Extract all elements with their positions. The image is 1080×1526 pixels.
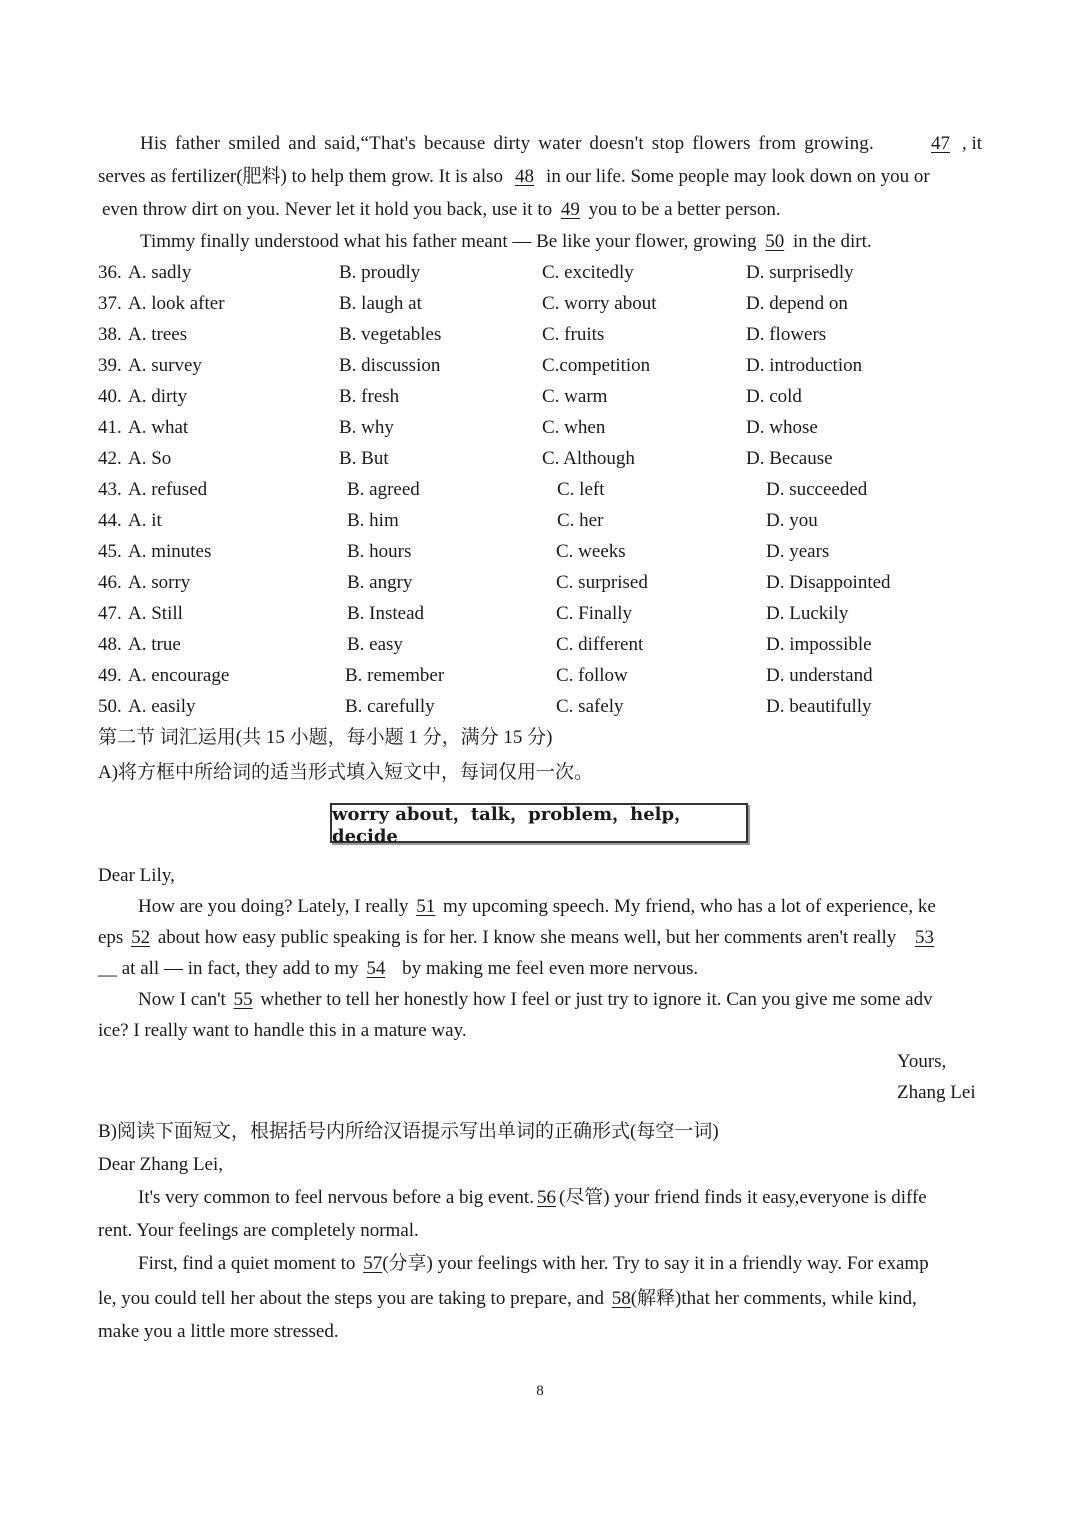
option-d: D. impossible [766, 634, 872, 655]
letter-text: __ [98, 958, 117, 979]
question-number: 44. [98, 510, 122, 531]
letter-text: Now I can't [138, 989, 226, 1010]
option-a: A. dirty [128, 386, 188, 407]
option-a: A. easily [128, 696, 196, 717]
reply-text: It's very common to feel nervous before a big event. [138, 1187, 534, 1208]
option-b: B. vegetables [339, 324, 442, 345]
blank-51: 51 [416, 896, 436, 917]
blank-52: 52 [131, 927, 151, 948]
option-a: A. So [128, 448, 172, 469]
question-number: 36. [98, 262, 122, 283]
option-c: C. surprised [556, 572, 648, 593]
question-number: 38. [98, 324, 122, 345]
option-row [0, 664, 1080, 688]
option-b: B. why [339, 417, 394, 438]
option-b: B. agreed [347, 479, 420, 500]
option-d: D. understand [766, 665, 873, 686]
letter-greeting: Dear Lily, [98, 865, 175, 886]
reply-line-3 [138, 1252, 929, 1276]
passage-text: in our life. Some people may look down on you or [546, 166, 930, 187]
option-b: B. fresh [339, 386, 400, 407]
question-number: 42. [98, 448, 122, 469]
page-number: 8 [536, 1383, 544, 1399]
part-b-instruction: B)阅读下面短文，根据括号内所给汉语提示写出单词的正确形式(每空一词) [98, 1121, 719, 1142]
option-b: B. hours [347, 541, 412, 562]
question-number: 46. [98, 572, 122, 593]
option-b: B. proudly [339, 262, 421, 283]
part-a-instruction: A)将方框中所给词的适当形式填入短文中，每词仅用一次。 [98, 762, 594, 783]
letter-text: eps [98, 927, 124, 948]
option-row [0, 447, 1080, 471]
passage-text: you to be a better person. [588, 199, 781, 220]
blank-47: 47 [930, 133, 950, 154]
letter-line-3 [98, 957, 698, 981]
blank-48: 48 [515, 166, 535, 187]
option-d: D. Luckily [766, 603, 849, 624]
reply-text: (分享) your feelings with her. Try to say it in a friendly way. For examp [382, 1253, 929, 1274]
option-row [0, 540, 1080, 564]
blank-55: 55 [233, 989, 253, 1010]
option-b: B. easy [347, 634, 403, 655]
option-row [0, 354, 1080, 378]
option-d: D. whose [746, 417, 818, 438]
reply-line-1 [138, 1186, 927, 1210]
option-a: A. encourage [128, 665, 230, 686]
reply-greeting: Dear Zhang Lei, [98, 1154, 224, 1175]
option-d: D. surprisedly [746, 262, 854, 283]
option-d: D. introduction [746, 355, 863, 376]
option-b: B. remember [345, 665, 445, 686]
option-row [0, 695, 1080, 719]
reply-line-5: make you a little more stressed. [98, 1321, 339, 1342]
letter-text: by making me feel even more nervous. [402, 958, 699, 979]
option-d: D. years [766, 541, 830, 562]
option-c: C. warm [542, 386, 608, 407]
option-b: B. laugh at [339, 293, 422, 314]
option-a: A. minutes [128, 541, 212, 562]
option-c: C. Finally [556, 603, 633, 624]
question-number: 47. [98, 603, 122, 624]
question-number: 40. [98, 386, 122, 407]
letter-text: about how easy public speaking is for her. I know she means well, but her comments aren't really [157, 927, 897, 948]
passage-line-1 [140, 132, 982, 156]
option-c: C. excitedly [542, 262, 634, 283]
question-number: 43. [98, 479, 122, 500]
letter-line-1 [138, 895, 936, 919]
passage-text: , it [961, 133, 982, 154]
option-b: B. discussion [339, 355, 441, 376]
letter-text: How are you doing? Lately, I really [138, 896, 409, 917]
option-c: C. weeks [556, 541, 626, 562]
option-b: B. But [339, 448, 389, 469]
option-a: A. refused [128, 479, 208, 500]
option-c: C. different [556, 634, 644, 655]
reply-text: First, find a quiet moment to [138, 1253, 356, 1274]
option-c: C. when [542, 417, 606, 438]
reply-line-4 [98, 1287, 917, 1311]
blank-50: 50 [765, 231, 785, 252]
option-b: B. angry [347, 572, 413, 593]
option-b: B. carefully [345, 696, 435, 717]
option-a: A. what [128, 417, 189, 438]
passage-text: even throw dirt on you. Never let it hold you back, use it to [102, 199, 553, 220]
reply-line-2: rent. Your feelings are completely normal. [98, 1220, 419, 1241]
blank-53: 53 [915, 927, 934, 948]
option-row [0, 602, 1080, 626]
word-box: worry about，talk，problem，help，decide [330, 803, 748, 843]
option-a: A. look after [128, 293, 225, 314]
option-a: A. trees [128, 324, 188, 345]
option-c: C.competition [542, 355, 651, 376]
option-d: D. Because [746, 448, 833, 469]
question-number: 41. [98, 417, 122, 438]
reply-text: (尽管) your friend finds it easy,everyone is diffe [558, 1187, 927, 1208]
blank-54: 54 [366, 958, 386, 979]
question-number: 39. [98, 355, 122, 376]
option-b: B. him [347, 510, 399, 531]
option-c: C. follow [556, 665, 628, 686]
blank-57: 57 [363, 1253, 383, 1274]
question-number: 49. [98, 665, 122, 686]
option-c: C. her [557, 510, 604, 531]
blank-49: 49 [560, 199, 580, 220]
option-row [0, 292, 1080, 316]
option-a: A. sorry [128, 572, 191, 593]
option-row [0, 633, 1080, 657]
passage-line-3 [102, 198, 781, 222]
option-row [0, 416, 1080, 440]
passage-text: Timmy finally understood what his father meant — Be like your flower, growing [140, 231, 757, 252]
letter-line-5: ice? I really want to handle this in a mature way. [98, 1020, 467, 1041]
reply-text: le, you could tell her about the steps you are taking to prepare, and [98, 1288, 604, 1309]
option-c: C. safely [556, 696, 624, 717]
option-d: D. depend on [746, 293, 848, 314]
option-row [0, 323, 1080, 347]
option-c: C. worry about [542, 293, 657, 314]
blank-58: 58 [611, 1288, 631, 1309]
letter-text: at all — in fact, they add to my [121, 958, 359, 979]
question-number: 48. [98, 634, 122, 655]
option-a: A. Still [128, 603, 183, 624]
section-heading: 第二节 词汇运用(共 15 小题，每小题 1 分，满分 15 分) [98, 727, 553, 748]
option-d: D. cold [746, 386, 802, 407]
passage-text: serves as fertilizer(肥料) to help them grow. It is also [98, 166, 504, 187]
option-a: A. true [128, 634, 181, 655]
question-number: 45. [98, 541, 122, 562]
option-a: A. sadly [128, 262, 192, 283]
option-d: D. flowers [746, 324, 827, 345]
option-row [0, 478, 1080, 502]
reply-text: (解释)that her comments, while kind, [630, 1288, 917, 1309]
option-c: C. Although [542, 448, 635, 469]
passage-line-2 [98, 165, 930, 189]
option-row [0, 385, 1080, 409]
blank-56: 56 [536, 1187, 556, 1208]
option-row [0, 571, 1080, 595]
letter-text: my upcoming speech. My friend, who has a lot of experience, ke [442, 896, 936, 917]
passage-text: in the dirt. [792, 231, 872, 252]
question-number: 37. [98, 293, 122, 314]
option-b: B. Instead [347, 603, 425, 624]
option-d: D. Disappointed [766, 572, 891, 593]
letter-line-4 [138, 988, 933, 1012]
option-row [0, 261, 1080, 285]
passage-text: His father smiled and said,“That's because dirty water doesn't stop flowers from growing. [140, 133, 874, 154]
option-row [0, 509, 1080, 533]
letter-closing: Yours, [897, 1051, 947, 1072]
option-c: C. fruits [542, 324, 605, 345]
option-d: D. you [766, 510, 818, 531]
option-a: A. survey [128, 355, 202, 376]
option-a: A. it [128, 510, 162, 531]
passage-line-4 [140, 230, 872, 254]
option-c: C. left [557, 479, 605, 500]
option-d: D. succeeded [766, 479, 868, 500]
question-number: 50. [98, 696, 122, 717]
letter-line-2 [98, 926, 934, 950]
letter-text: whether to tell her honestly how I feel or just try to ignore it. Can you give me some adv [260, 989, 933, 1010]
letter-signature: Zhang Lei [897, 1082, 976, 1103]
option-d: D. beautifully [766, 696, 872, 717]
